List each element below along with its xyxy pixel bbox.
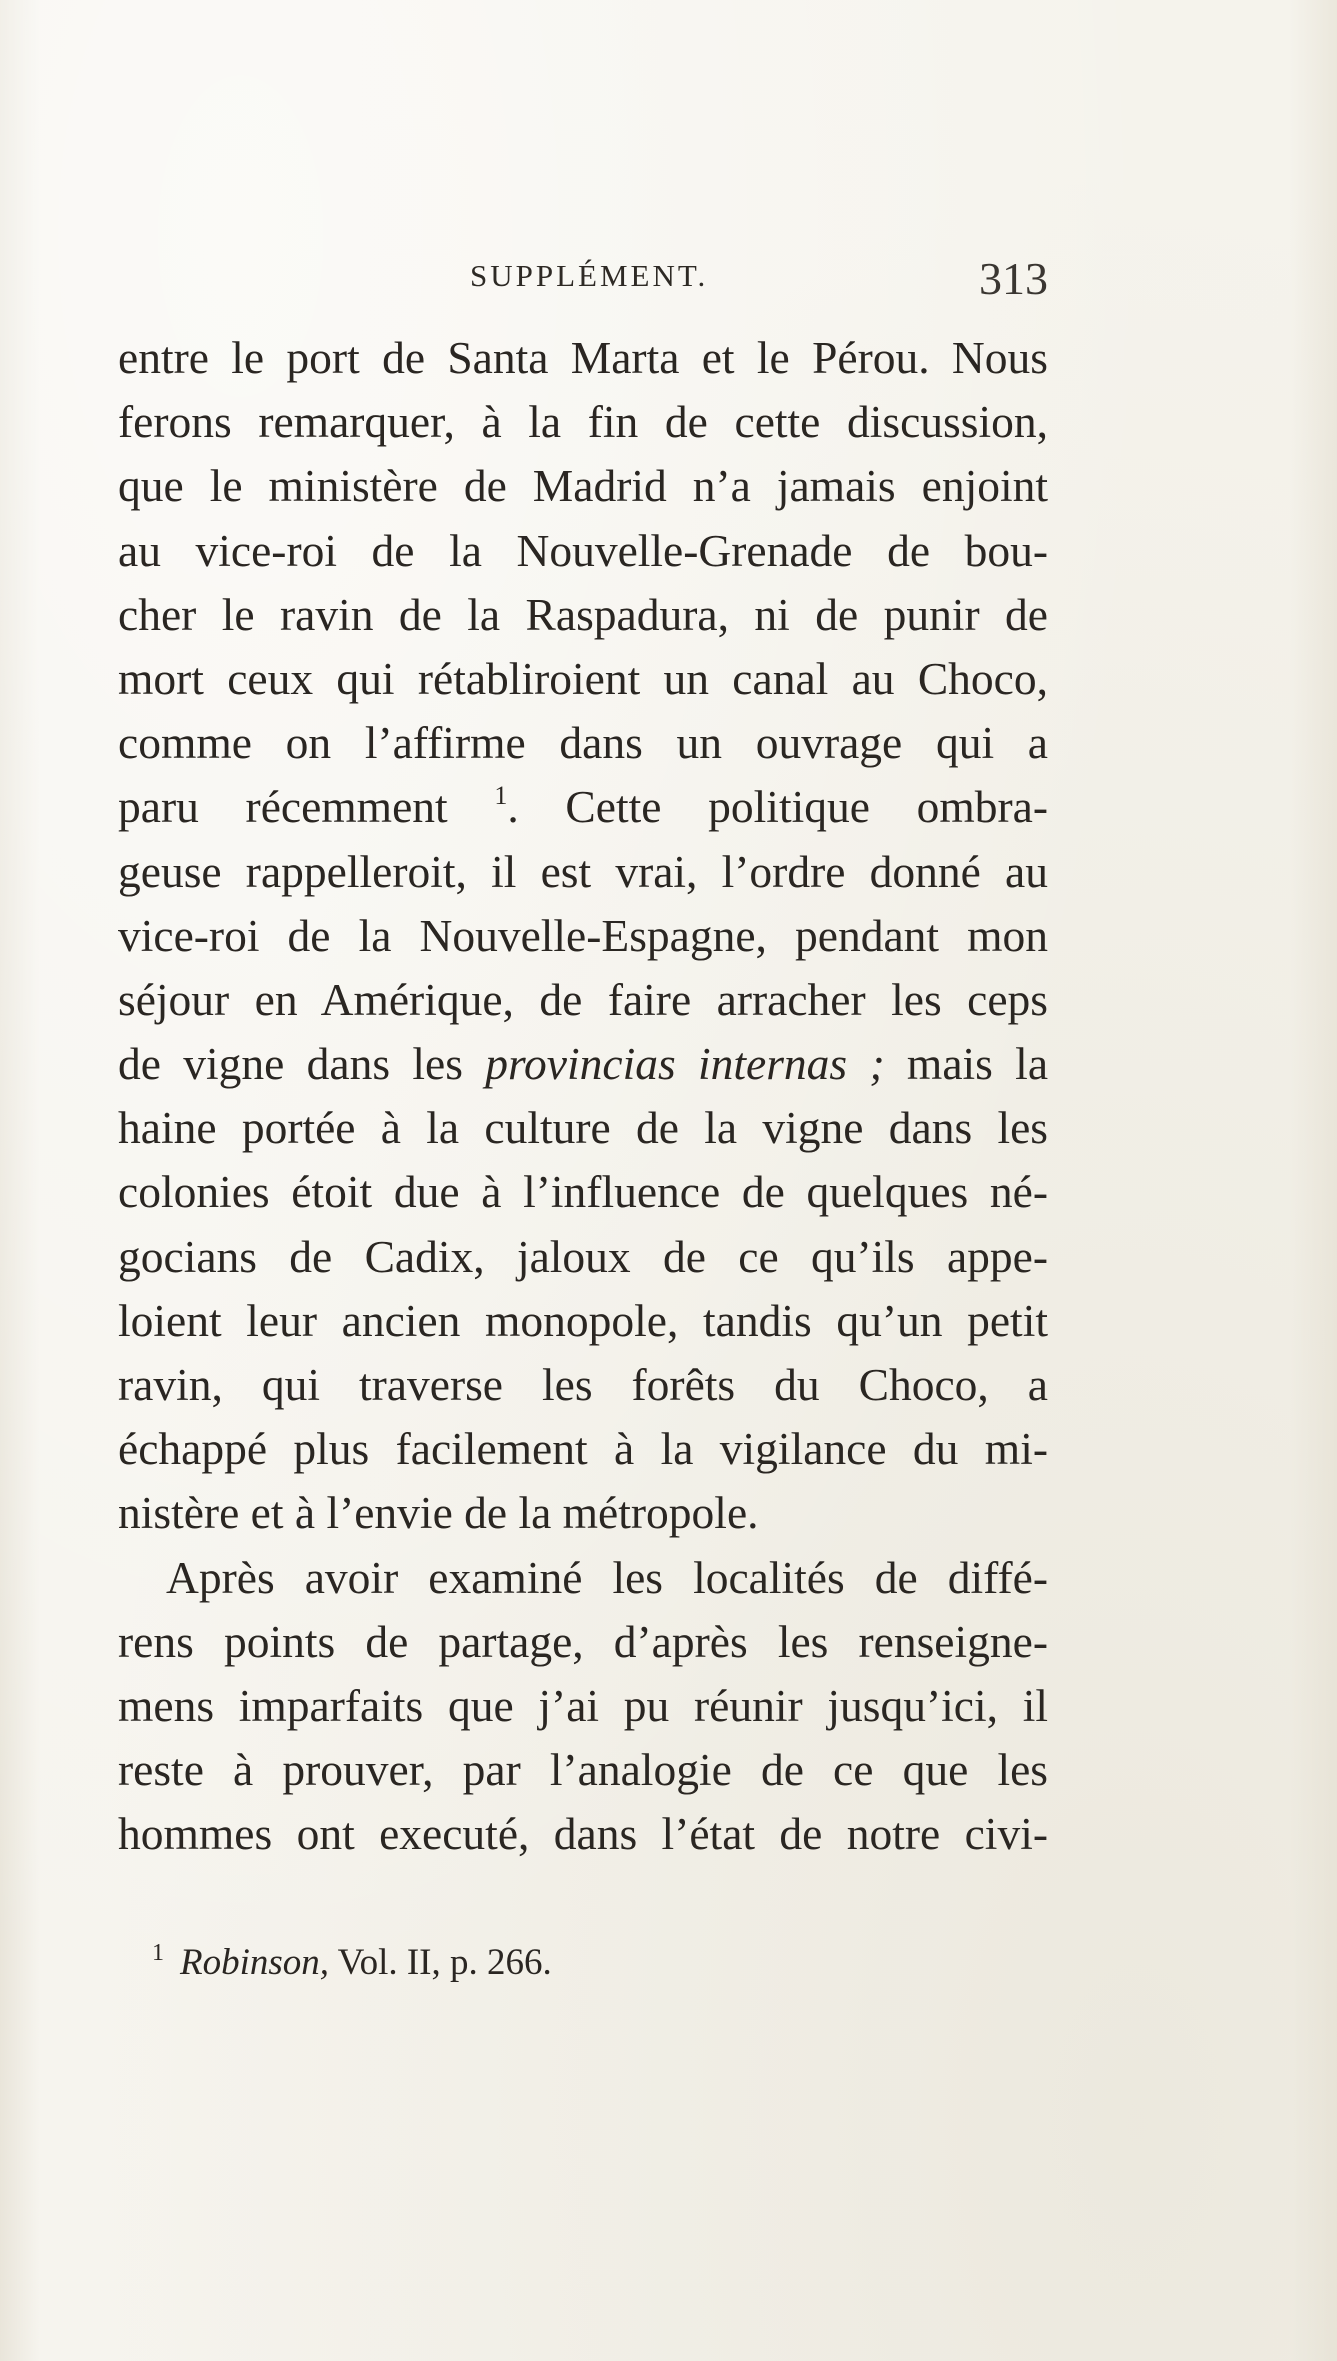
text-line-with-italic	[118, 1032, 1048, 1096]
text-line: ferons remarquer, à la fin de cette discussion,	[118, 396, 1048, 448]
text-line: gocians de Cadix, jaloux de ce qu’ils appe-	[118, 1230, 1048, 1282]
text-line: séjour en Amérique, de faire arracher les ceps	[118, 973, 1048, 1025]
text-line: hommes ont executé, dans l’état de notre civi-	[118, 1808, 1048, 1860]
text-line: nistère et à l’envie de la métropole.	[118, 1487, 759, 1539]
running-head	[118, 253, 1048, 308]
text-line: comme on l’affirme dans un ouvrage qui a	[118, 717, 1048, 769]
text-line: mort ceux qui rétabliroient un canal au Choco,	[118, 652, 1048, 704]
text-line: ravin, qui traverse les forêts du Choco, a	[118, 1359, 1048, 1410]
text-line: cher le ravin de la Raspadura, ni de punir de	[118, 588, 1048, 640]
footnote-text: Vol. II, p. 266.	[329, 1942, 552, 1983]
page-number: 313	[979, 253, 1048, 304]
text-line: entre le port de Santa Marta et le Pérou. Nous	[118, 332, 1048, 383]
footnote-author: Robinson,	[180, 1942, 330, 1983]
text-fragment: de vigne dans les	[118, 1038, 463, 1090]
text-line: rens points de partage, d’après les renseigne-	[118, 1615, 1048, 1667]
text-line: que le ministère de Madrid n’a jamais enjoint	[118, 460, 1048, 512]
italic-phrase: provincias internas ;	[485, 1038, 885, 1090]
text-line: reste à prouver, par l’analogie de ce que les	[118, 1744, 1048, 1796]
footnote-marker: 1	[152, 1940, 164, 1966]
text-line: loient leur ancien monopole, tandis qu’un petit	[118, 1294, 1048, 1346]
text-line: haine portée à la culture de la vigne dans les	[118, 1102, 1048, 1154]
text-line: échappé plus facilement à la vigilance du mi-	[118, 1423, 1048, 1475]
text-line: colonies étoit due à l’influence de quelques né-	[118, 1166, 1048, 1218]
footnote-reference: 1	[494, 781, 508, 811]
text-line: mens imparfaits que j’ai pu réunir jusqu’ici, il	[118, 1679, 1048, 1731]
text-line: vice-roi de la Nouvelle-Espagne, pendant mon	[118, 909, 1048, 961]
text-line: geuse rappelleroit, il est vrai, l’ordre donné au	[118, 845, 1048, 897]
paragraph-first-line: Après avoir examiné les localités de diffé-	[166, 1551, 1048, 1603]
body-text	[118, 326, 1048, 1867]
text-fragment: . Cette politique ombra-	[507, 781, 1048, 833]
text-fragment: paru récemment	[118, 781, 448, 833]
text-line-with-footnote-ref	[118, 775, 1048, 839]
running-title: SUPPLÉMENT.	[470, 258, 709, 293]
footnote	[152, 1938, 952, 1988]
text-line: au vice-roi de la Nouvelle-Grenade de bou-	[118, 524, 1048, 576]
text-fragment: mais la	[906, 1038, 1048, 1090]
